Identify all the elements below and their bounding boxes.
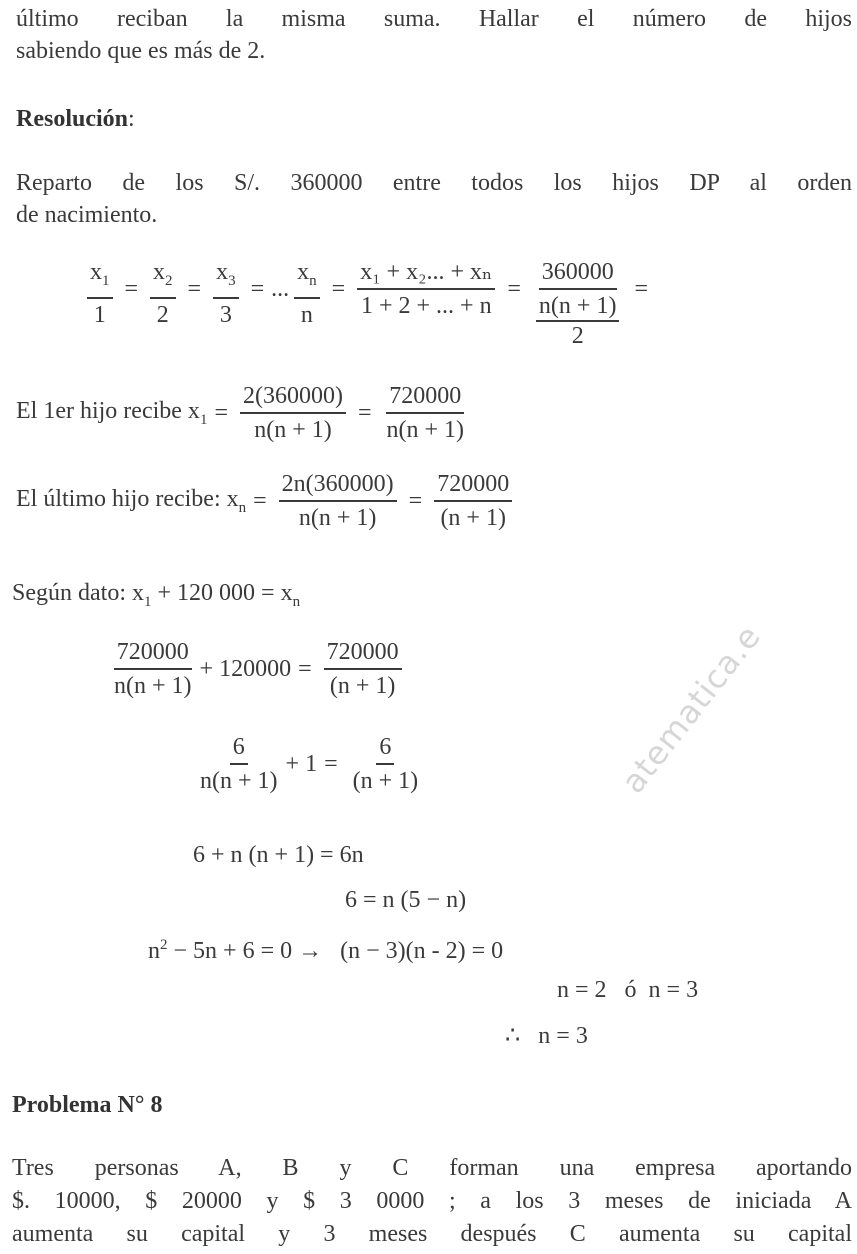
equation-first-child: El 1er hijo recibe $x_1$ = $\frac{2(360000)}{n(n + 1)}$ = $\frac{720000}{n(n + 1)}$ [16, 382, 472, 444]
equals-sign: = [507, 276, 521, 302]
fraction: $\frac{720000}{n(n + 1)}$ [386, 383, 465, 443]
equation-6: $n^2 - 5n + 6 = 0 \to (n - 3)(n - 2) = 0$ [148, 937, 504, 964]
problem-line-3: aumenta su capital y 3 meses después C aumenta su capital [12, 1221, 852, 1247]
ellipsis: ... [271, 276, 290, 302]
equation-7: n = 2 ó n = 3 [557, 977, 699, 1003]
fraction-compound: 360000 n(n + 1) 2 [533, 258, 623, 350]
reparto-line-2: de nacimiento. [16, 202, 158, 228]
fraction: $\frac{720000}{(n + 1)}$ [434, 470, 512, 532]
equation-last-child: El último hijo recibe: $x_n$ = $\frac{2n(360000)}{n(n + 1)}$ = $\frac{720000}{(n + 1)}$ [16, 470, 517, 532]
fraction: $\frac{720000}{(n + 1)}$ [324, 638, 402, 700]
equation-proportion [82, 258, 655, 350]
reparto-line-1: Reparto de los S/. 360000 entre todos los hijos DP al orden [16, 170, 852, 196]
fraction-sum: $\frac{\text{x₁ + x₂... + xₙ}}{1 + 2 + ... + n}$ [357, 258, 495, 320]
equation-5: 6 = n (5 − n) [345, 887, 467, 913]
equation-3: $\frac{6}{n(n + 1)}$ + 1 = $\frac{6}{(n + 1)}$ [192, 733, 426, 795]
problem-line-1: Tres personas A, B y C forman una empresa aportando [12, 1155, 852, 1181]
equals-sign: = [124, 276, 139, 302]
equation-2: $\frac{720000}{n(n + 1)}$ + 120000 = $\frac{720000}{(n + 1)}$ [106, 638, 407, 700]
equals-sign: = [634, 276, 648, 302]
intro-line-1: último reciban la misma suma. Hallar el número de hijos [16, 6, 852, 32]
fraction: $\frac{x_n}{n}$ [294, 258, 320, 329]
fraction: $\frac{x_2}{2}$ [150, 258, 176, 329]
equation-8: ∴ n = 3 [505, 1023, 588, 1049]
equals-sign: = [331, 276, 346, 302]
resolution-heading [16, 104, 135, 134]
equation-4: 6 + n (n + 1) = 6n [193, 842, 364, 868]
equals-sign: = [250, 276, 265, 302]
fraction: $\frac{2(360000)}{n(n + 1)}$ [240, 382, 346, 444]
colon: : [128, 106, 135, 132]
equals-sign: = [187, 276, 202, 302]
problem-line-2: $. 10000, $ 20000 y $ 3 0000 ; a los 3 meses de iniciada A [12, 1188, 852, 1214]
problem-heading: Problema N° 8 [12, 1092, 163, 1118]
segun-dato: Según dato: $x_1 + 120$ $000 = x_n$ [12, 580, 301, 610]
fraction: $\frac{2n(360000)}{n(n + 1)}$ [279, 470, 397, 532]
fraction: $\frac{6}{n(n + 1)}$ [200, 734, 278, 794]
fraction: $\frac{x_3}{3}$ [213, 258, 239, 329]
intro-line-2: sabiendo que es más de 2. [16, 38, 266, 64]
fraction: $\frac{720000}{n(n + 1)}$ [114, 639, 192, 699]
watermark: atematica.e [613, 617, 769, 801]
resolution-label: Resolución [16, 106, 129, 132]
fraction: $\frac{6}{(n + 1)}$ [352, 734, 419, 794]
fraction: $\frac{x_1}{1}$ [87, 258, 113, 329]
